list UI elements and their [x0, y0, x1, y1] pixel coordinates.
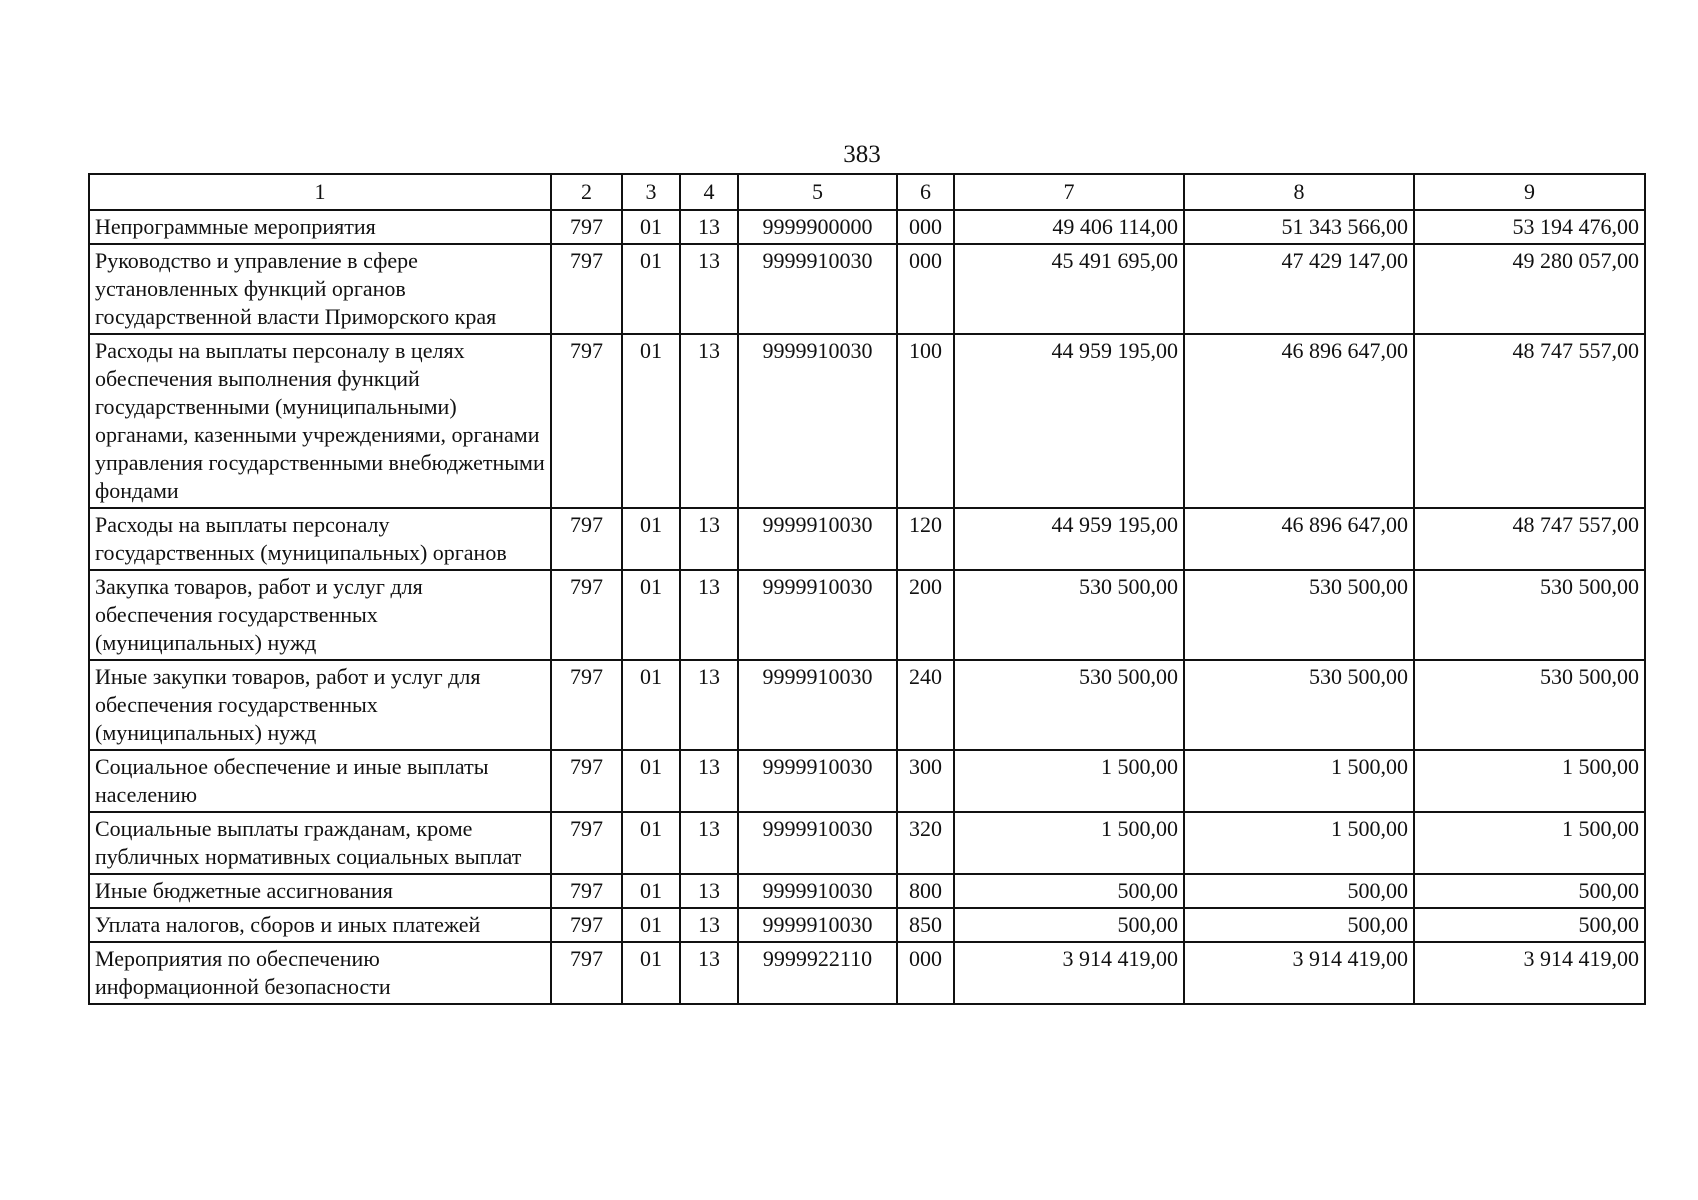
expense-type-cell: 850 [897, 908, 954, 942]
subsection-code-cell: 13 [680, 874, 738, 908]
row-name-cell: Закупка товаров, работ и услуг для обеспечения государственных (муниципальных) нужд [89, 570, 551, 660]
amount-col9-cell: 53 194 476,00 [1414, 210, 1645, 244]
subsection-code-cell: 13 [680, 570, 738, 660]
target-article-cell: 9999910030 [738, 874, 897, 908]
amount-col7-cell: 1 500,00 [954, 812, 1184, 874]
admin-code-cell: 797 [551, 244, 622, 334]
column-header-6: 6 [897, 174, 954, 210]
row-name-cell: Расходы на выплаты персоналу государственных (муниципальных) органов [89, 508, 551, 570]
target-article-cell: 9999910030 [738, 908, 897, 942]
target-article-cell: 9999922110 [738, 942, 897, 1004]
table-row [89, 244, 1645, 334]
row-name-cell: Социальные выплаты гражданам, кроме публичных нормативных социальных выплат [89, 812, 551, 874]
target-article-cell: 9999910030 [738, 812, 897, 874]
amount-col8-cell: 500,00 [1184, 874, 1414, 908]
target-article-cell: 9999910030 [738, 334, 897, 508]
table-row [89, 660, 1645, 750]
target-article-cell: 9999910030 [738, 750, 897, 812]
amount-col8-cell: 1 500,00 [1184, 812, 1414, 874]
table-row [89, 942, 1645, 1004]
amount-col8-cell: 1 500,00 [1184, 750, 1414, 812]
amount-col7-cell: 49 406 114,00 [954, 210, 1184, 244]
row-name-cell: Мероприятия по обеспечению информационной безопасности [89, 942, 551, 1004]
subsection-code-cell: 13 [680, 942, 738, 1004]
subsection-code-cell: 13 [680, 750, 738, 812]
amount-col7-cell: 45 491 695,00 [954, 244, 1184, 334]
amount-col8-cell: 46 896 647,00 [1184, 508, 1414, 570]
subsection-code-cell: 13 [680, 210, 738, 244]
admin-code-cell: 797 [551, 812, 622, 874]
amount-col7-cell: 500,00 [954, 908, 1184, 942]
section-code-cell: 01 [622, 660, 680, 750]
subsection-code-cell: 13 [680, 908, 738, 942]
amount-col9-cell: 500,00 [1414, 874, 1645, 908]
amount-col8-cell: 530 500,00 [1184, 570, 1414, 660]
amount-col8-cell: 46 896 647,00 [1184, 334, 1414, 508]
expense-type-cell: 120 [897, 508, 954, 570]
admin-code-cell: 797 [551, 334, 622, 508]
table-row [89, 334, 1645, 508]
expense-type-cell: 800 [897, 874, 954, 908]
admin-code-cell: 797 [551, 750, 622, 812]
admin-code-cell: 797 [551, 908, 622, 942]
row-name-cell: Руководство и управление в сфере установленных функций органов государственной власти Приморского края [89, 244, 551, 334]
expense-type-cell: 320 [897, 812, 954, 874]
section-code-cell: 01 [622, 942, 680, 1004]
section-code-cell: 01 [622, 334, 680, 508]
amount-col7-cell: 530 500,00 [954, 570, 1184, 660]
table-body [89, 210, 1645, 1004]
column-header-3: 3 [622, 174, 680, 210]
target-article-cell: 9999910030 [738, 244, 897, 334]
section-code-cell: 01 [622, 750, 680, 812]
admin-code-cell: 797 [551, 942, 622, 1004]
subsection-code-cell: 13 [680, 334, 738, 508]
amount-col9-cell: 49 280 057,00 [1414, 244, 1645, 334]
row-name-cell: Иные закупки товаров, работ и услуг для обеспечения государственных (муниципальных) нужд [89, 660, 551, 750]
table-row [89, 812, 1645, 874]
amount-col9-cell: 48 747 557,00 [1414, 508, 1645, 570]
expense-type-cell: 100 [897, 334, 954, 508]
amount-col7-cell: 530 500,00 [954, 660, 1184, 750]
amount-col7-cell: 500,00 [954, 874, 1184, 908]
amount-col9-cell: 530 500,00 [1414, 570, 1645, 660]
table-row [89, 210, 1645, 244]
section-code-cell: 01 [622, 508, 680, 570]
amount-col8-cell: 530 500,00 [1184, 660, 1414, 750]
section-code-cell: 01 [622, 874, 680, 908]
table-row [89, 908, 1645, 942]
subsection-code-cell: 13 [680, 660, 738, 750]
amount-col8-cell: 47 429 147,00 [1184, 244, 1414, 334]
column-header-7: 7 [954, 174, 1184, 210]
table-row [89, 508, 1645, 570]
column-header-8: 8 [1184, 174, 1414, 210]
amount-col9-cell: 48 747 557,00 [1414, 334, 1645, 508]
section-code-cell: 01 [622, 210, 680, 244]
target-article-cell: 9999900000 [738, 210, 897, 244]
row-name-cell: Социальное обеспечение и иные выплаты населению [89, 750, 551, 812]
column-header-5: 5 [738, 174, 897, 210]
amount-col7-cell: 3 914 419,00 [954, 942, 1184, 1004]
amount-col9-cell: 530 500,00 [1414, 660, 1645, 750]
budget-table [88, 173, 1646, 1005]
admin-code-cell: 797 [551, 660, 622, 750]
column-header-1: 1 [89, 174, 551, 210]
expense-type-cell: 200 [897, 570, 954, 660]
amount-col9-cell: 500,00 [1414, 908, 1645, 942]
expense-type-cell: 000 [897, 942, 954, 1004]
table-row [89, 750, 1645, 812]
section-code-cell: 01 [622, 570, 680, 660]
subsection-code-cell: 13 [680, 244, 738, 334]
row-name-cell: Уплата налогов, сборов и иных платежей [89, 908, 551, 942]
amount-col8-cell: 3 914 419,00 [1184, 942, 1414, 1004]
column-header-2: 2 [551, 174, 622, 210]
row-name-cell: Расходы на выплаты персоналу в целях обеспечения выполнения функций государственными (муниципальными) органами, казенными учреждениями, органами управления государственными внебюджетными фондами [89, 334, 551, 508]
admin-code-cell: 797 [551, 210, 622, 244]
section-code-cell: 01 [622, 812, 680, 874]
subsection-code-cell: 13 [680, 812, 738, 874]
target-article-cell: 9999910030 [738, 508, 897, 570]
expense-type-cell: 000 [897, 210, 954, 244]
admin-code-cell: 797 [551, 508, 622, 570]
row-name-cell: Непрограммные мероприятия [89, 210, 551, 244]
target-article-cell: 9999910030 [738, 570, 897, 660]
table-row [89, 874, 1645, 908]
column-header-4: 4 [680, 174, 738, 210]
subsection-code-cell: 13 [680, 508, 738, 570]
expense-type-cell: 000 [897, 244, 954, 334]
amount-col7-cell: 1 500,00 [954, 750, 1184, 812]
admin-code-cell: 797 [551, 570, 622, 660]
table-header-row [89, 174, 1645, 210]
amount-col8-cell: 500,00 [1184, 908, 1414, 942]
expense-type-cell: 300 [897, 750, 954, 812]
admin-code-cell: 797 [551, 874, 622, 908]
section-code-cell: 01 [622, 908, 680, 942]
amount-col9-cell: 1 500,00 [1414, 750, 1645, 812]
table-row [89, 570, 1645, 660]
target-article-cell: 9999910030 [738, 660, 897, 750]
amount-col7-cell: 44 959 195,00 [954, 334, 1184, 508]
amount-col9-cell: 1 500,00 [1414, 812, 1645, 874]
amount-col7-cell: 44 959 195,00 [954, 508, 1184, 570]
amount-col8-cell: 51 343 566,00 [1184, 210, 1414, 244]
amount-col9-cell: 3 914 419,00 [1414, 942, 1645, 1004]
column-header-9: 9 [1414, 174, 1645, 210]
section-code-cell: 01 [622, 244, 680, 334]
row-name-cell: Иные бюджетные ассигнования [89, 874, 551, 908]
page-number: 383 [843, 141, 881, 168]
expense-type-cell: 240 [897, 660, 954, 750]
